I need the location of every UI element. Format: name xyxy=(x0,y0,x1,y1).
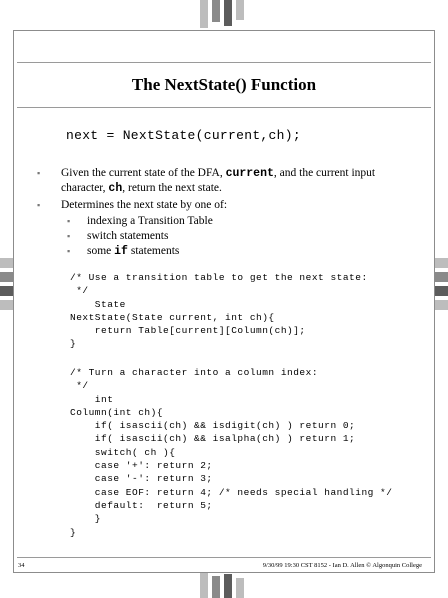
keyword-current: current xyxy=(225,167,274,180)
bullet-list xyxy=(37,166,397,259)
top-frame-bar-4 xyxy=(236,0,244,20)
left-frame-bar-4 xyxy=(0,300,14,310)
page-number: 34 xyxy=(18,562,25,569)
bullet-text: Given the current state of the DFA, current, and the current input character, ch, return the next state. xyxy=(61,167,376,195)
sub-bullet-item xyxy=(61,229,397,244)
code-block-nextstate: /* Use a transition table to get the next state: */ State NextState(State current, int ch){ return Table[current][Column(ch)]; } xyxy=(70,272,368,350)
bottom-frame-bar-4 xyxy=(236,578,244,598)
sub-bullet-item xyxy=(61,214,397,229)
sub-bullet-marker-icon: ▪ xyxy=(67,231,71,241)
title-rule-top xyxy=(17,62,431,63)
top-frame-bar-1 xyxy=(200,0,208,28)
bullet-marker-icon: ▪ xyxy=(37,200,41,210)
bullet-text: Determines the next state by one of: xyxy=(61,199,228,211)
footer-rule xyxy=(17,557,431,558)
sub-bullet-marker-icon: ▪ xyxy=(67,216,71,226)
bullet-item xyxy=(37,198,397,212)
keyword-ch: ch xyxy=(108,182,123,195)
bullet-marker-icon: ▪ xyxy=(37,168,41,178)
top-frame-bar-2 xyxy=(212,0,220,22)
footer-credit: 9/30/99 19:30 CST 8152 - Ian D. Allen © Algonquin College xyxy=(262,562,422,569)
sub-bullet-text: indexing a Transition Table xyxy=(87,215,213,227)
keyword-if: if xyxy=(114,245,128,258)
sub-bullet-text: some if statements xyxy=(87,245,180,258)
bottom-frame-bar-1 xyxy=(200,572,208,598)
function-signature: next = NextState(current,ch); xyxy=(66,128,301,143)
slide-title: The NextState() Function xyxy=(131,75,317,94)
right-frame-bar-4 xyxy=(434,300,448,310)
sub-bullet-text: switch statements xyxy=(87,230,169,242)
top-frame-bar-3 xyxy=(224,0,232,26)
bottom-frame-bar-3 xyxy=(224,574,232,598)
bullet-item xyxy=(37,166,397,196)
code-block-column: /* Turn a character into a column index: */ int Column(int ch){ if( isascii(ch) && isdigit(ch) ) return 0; if( isascii(ch) && isalpha(ch) ) return 1; switch( ch ){ case '+': return 2; case '-': return 3; case EOF: return 4; /* needs special handling */ default: return 5; } } xyxy=(70,367,393,538)
title-rule-bottom xyxy=(17,107,431,108)
sub-bullet-item xyxy=(61,244,397,259)
sub-bullet-marker-icon: ▪ xyxy=(67,246,71,256)
bottom-frame-bar-2 xyxy=(212,576,220,598)
